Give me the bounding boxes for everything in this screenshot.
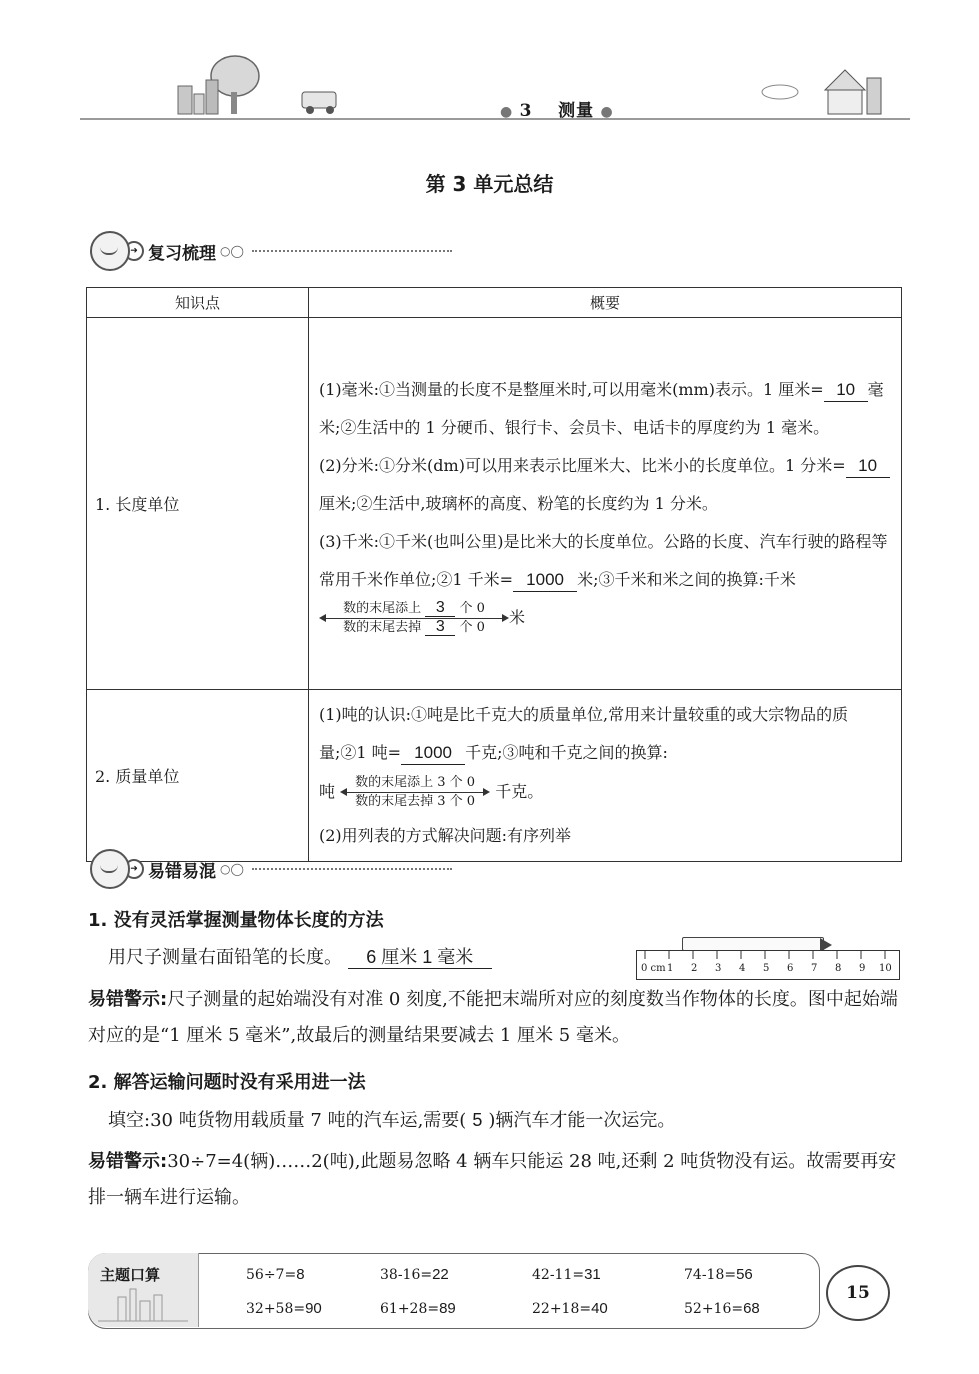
calc-question: 38-16= bbox=[380, 1267, 433, 1283]
table-row bbox=[87, 690, 902, 862]
text: (1)毫米:①当测量的长度不是整厘米时,可以用毫米(mm)表示。1 厘米= bbox=[319, 379, 824, 399]
summary-cell bbox=[309, 690, 902, 862]
mental-math-label: 主题口算 bbox=[100, 1266, 161, 1284]
table-header-row bbox=[87, 288, 902, 318]
double-arrow-icon bbox=[342, 792, 488, 793]
ruler-label: 8 bbox=[835, 963, 842, 974]
circles-decoration-icon: ○◯ bbox=[220, 862, 244, 876]
ton-paragraph bbox=[319, 696, 893, 772]
km-paragraph bbox=[319, 523, 893, 637]
text: 30÷7=4(辆)……2(吨),此题易忽略 4 辆车只能运 28 吨,还剩 2 吨货物没有运。故需要再安排一辆车进行运输。 bbox=[88, 1151, 897, 1208]
text: )辆汽车才能一次运完。 bbox=[488, 1110, 676, 1131]
calc-question: 42-11= bbox=[532, 1267, 585, 1283]
error-warning-1 bbox=[88, 982, 906, 1054]
text: 千克。 bbox=[495, 782, 544, 801]
circles-decoration-icon: ○◯ bbox=[220, 244, 244, 258]
errors-section-badge bbox=[90, 852, 452, 886]
calc-item bbox=[246, 1266, 305, 1283]
answer-blank: 10 bbox=[824, 379, 868, 402]
error-item-question bbox=[108, 940, 628, 976]
calc-item bbox=[532, 1300, 608, 1317]
error-item-title: 1. 没有灵活掌握测量物体长度的方法 bbox=[88, 910, 384, 931]
answer-value: 5 bbox=[472, 1110, 483, 1130]
arrow-circle-icon: ➜ bbox=[124, 859, 144, 879]
text: 数的末尾去掉 bbox=[343, 619, 422, 635]
error-item-title: 2. 解答运输问题时没有采用进一法 bbox=[88, 1072, 366, 1093]
table-row bbox=[87, 318, 902, 690]
conversion-bottom bbox=[319, 619, 509, 637]
text: (2)分米:①分米(dm)可以用来表示比厘米大、比米小的长度单位。1 分米= bbox=[319, 455, 846, 475]
calc-answer: 31 bbox=[584, 1266, 601, 1283]
conversion-top bbox=[319, 600, 509, 618]
warning-label: 易错警示: bbox=[88, 989, 168, 1010]
calc-answer: 22 bbox=[432, 1266, 449, 1283]
pencil-icon bbox=[682, 937, 824, 951]
col-header-summary: 概要 bbox=[309, 288, 902, 318]
calc-item bbox=[380, 1266, 449, 1283]
calc-answer: 8 bbox=[296, 1266, 305, 1283]
ton-conversion bbox=[319, 774, 893, 811]
topic-cell: 1. 长度单位 bbox=[87, 318, 309, 690]
answer-blank: 3 bbox=[425, 600, 455, 617]
double-arrow-icon bbox=[321, 618, 507, 619]
dotted-divider bbox=[252, 250, 452, 252]
text: 千克;③吨和千克之间的换算: bbox=[465, 743, 668, 762]
calc-item bbox=[380, 1300, 456, 1317]
text: 数的末尾添上 bbox=[343, 600, 422, 616]
ruler-label: 4 bbox=[739, 963, 746, 974]
text: 厘米;②生活中,玻璃杯的高度、粉笔的长度约为 1 分米。 bbox=[319, 493, 718, 513]
calc-question: 61+28= bbox=[380, 1301, 440, 1317]
summary-cell bbox=[309, 318, 902, 690]
mm-paragraph bbox=[319, 371, 893, 447]
page-title: 第 3 单元总结 bbox=[425, 172, 554, 196]
review-section-badge bbox=[90, 234, 452, 268]
section-label: 复习梳理 bbox=[148, 243, 216, 264]
list-method-paragraph: (2)用列表的方式解决问题:有序列举 bbox=[319, 826, 572, 845]
answer-blank: 1000 bbox=[513, 569, 577, 592]
page-number: 15 bbox=[826, 1265, 890, 1321]
calc-question: 56÷7= bbox=[246, 1267, 297, 1283]
error-item-question bbox=[108, 1102, 908, 1139]
bullet-icon: ● bbox=[600, 104, 614, 120]
mascot-icon bbox=[90, 231, 130, 271]
conversion-arrow bbox=[340, 774, 490, 811]
calc-answer: 40 bbox=[591, 1300, 608, 1317]
chapter-heading bbox=[500, 96, 614, 121]
calc-question: 22+18= bbox=[532, 1301, 592, 1317]
text: 个 0 bbox=[459, 600, 485, 616]
conversion-bottom: 数的末尾去掉 3 个 0 bbox=[355, 794, 476, 809]
ruler-label: 0 cm bbox=[641, 963, 666, 974]
ruler-label: 7 bbox=[811, 963, 818, 974]
text: 个 0 bbox=[459, 619, 485, 635]
text: 米;③千米和米之间的换算:千米 bbox=[577, 569, 796, 589]
arrow-circle-icon: ➜ bbox=[124, 241, 144, 261]
ruler-icon bbox=[636, 950, 900, 980]
warning-label: 易错警示: bbox=[88, 1151, 168, 1172]
ruler-label: 9 bbox=[859, 963, 866, 974]
ruler-label: 2 bbox=[691, 963, 698, 974]
calc-question: 52+16= bbox=[684, 1301, 744, 1317]
error-warning-2 bbox=[88, 1144, 906, 1216]
section-label: 易错易混 bbox=[148, 861, 216, 882]
calc-item bbox=[246, 1300, 322, 1317]
calc-item bbox=[684, 1300, 760, 1317]
header-rule bbox=[80, 118, 910, 120]
text: 毫米;②生活中的 1 分硬币、银行卡、会员卡、电话卡的厚度约为 1 毫米。 bbox=[319, 379, 884, 437]
text: (1)吨的认识:①吨是比千克大的质量单位,常用来计量较重的或大宗物品的质量;②1 吨= bbox=[319, 705, 849, 762]
calc-question: 74-18= bbox=[684, 1267, 737, 1283]
text: 尺子测量的起始端没有对准 0 刻度,不能把末端所对应的刻度数当作物体的长度。图中起始端对应的是“1 厘米 5 毫米”,故最后的测量结果要减去 1 厘米 5 毫米。 bbox=[88, 989, 898, 1046]
answer-blank: 6 厘米 1 毫米 bbox=[348, 946, 492, 969]
conversion-arrow bbox=[319, 600, 509, 637]
ruler-label: 3 bbox=[715, 963, 722, 974]
dm-paragraph bbox=[319, 447, 893, 523]
ruler-label: 10 bbox=[879, 963, 892, 974]
header-illustration bbox=[80, 48, 910, 120]
calc-answer: 90 bbox=[305, 1300, 322, 1317]
ruler-label: 6 bbox=[787, 963, 794, 974]
calc-answer: 89 bbox=[439, 1300, 456, 1317]
review-table bbox=[86, 287, 902, 862]
calc-item bbox=[684, 1266, 753, 1283]
conversion-top: 数的末尾添上 3 个 0 bbox=[355, 775, 476, 790]
calc-answer: 56 bbox=[736, 1266, 753, 1283]
ruler-label: 5 bbox=[763, 963, 770, 974]
bullet-icon: ● bbox=[500, 104, 514, 120]
chapter-name: 测量 bbox=[558, 101, 595, 121]
text: (3)千米:①千米(也叫公里)是比米大的长度单位。公路的长度、汽车行驶的路程等常用千米作单位;②1 千米= bbox=[319, 531, 888, 589]
col-header-topic: 知识点 bbox=[87, 288, 309, 318]
chapter-number: 3 bbox=[519, 101, 533, 121]
calc-question: 32+58= bbox=[246, 1301, 306, 1317]
text: 吨 bbox=[319, 782, 336, 801]
ruler-label: 1 bbox=[667, 963, 674, 974]
calc-item bbox=[532, 1266, 601, 1283]
answer-blank: 1000 bbox=[401, 742, 465, 765]
text: 米 bbox=[509, 607, 526, 627]
dotted-divider bbox=[252, 868, 452, 870]
calc-answer: 68 bbox=[743, 1300, 760, 1317]
text: 用尺子测量右面铅笔的长度。 bbox=[108, 947, 342, 968]
answer-blank: 10 bbox=[846, 455, 890, 478]
topic-cell: 2. 质量单位 bbox=[87, 690, 309, 862]
text: 填空:30 吨货物用载质量 7 吨的汽车运,需要( bbox=[108, 1110, 467, 1131]
answer-blank: 3 bbox=[425, 619, 455, 636]
mascot-icon bbox=[90, 849, 130, 889]
